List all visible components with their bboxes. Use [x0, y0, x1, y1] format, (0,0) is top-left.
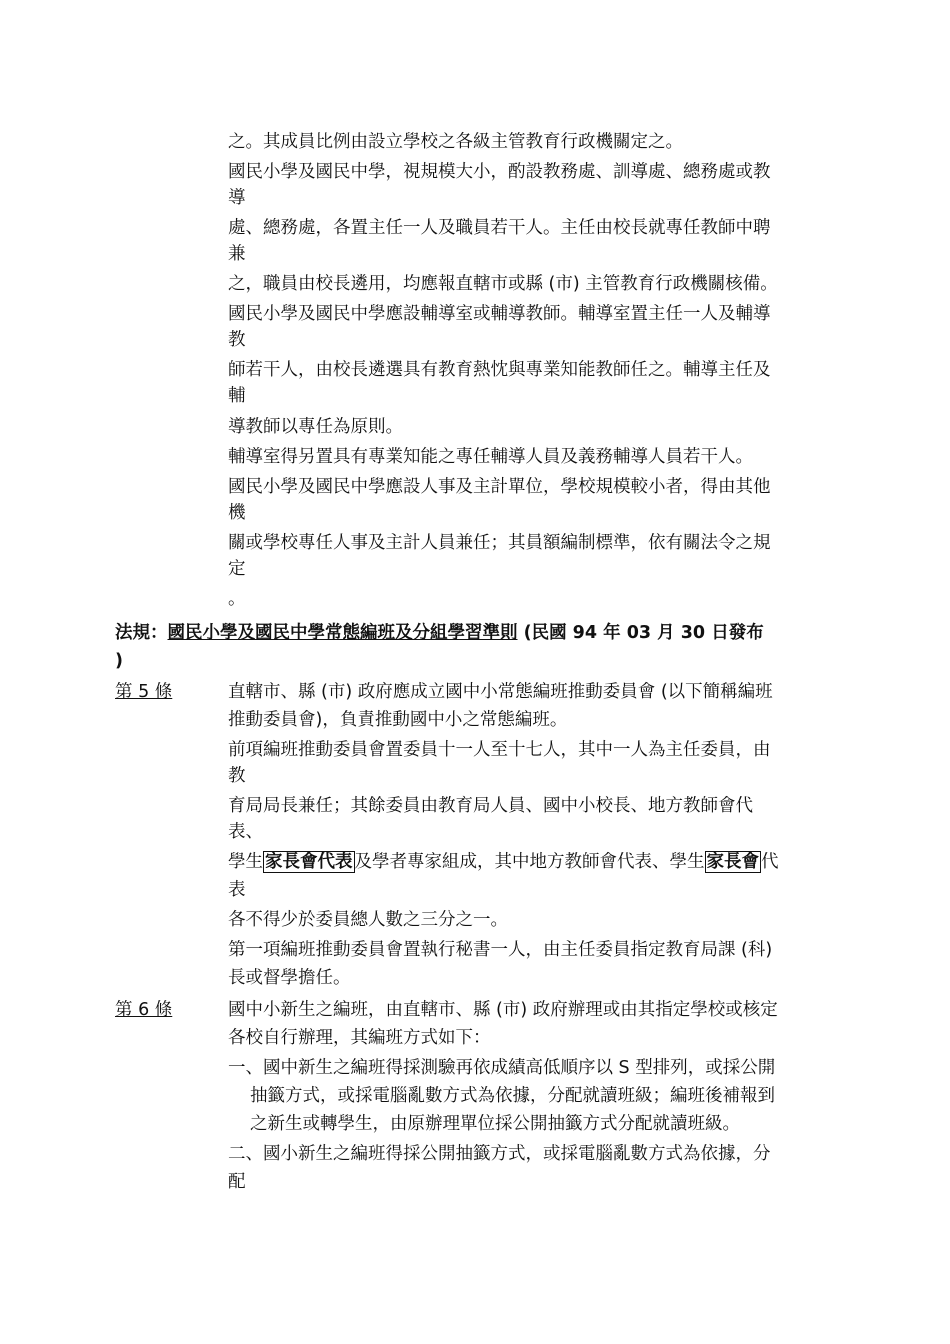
highlight-term: 家長會代表 — [265, 852, 353, 872]
article-line: 第一項編班推動委員會置執行秘書一人，由主任委員指定教育局課 (科) — [228, 940, 773, 960]
intro-line: 國民小學及國民中學應設輔導室或輔導教師。輔導室置主任一人及輔導 — [228, 304, 771, 324]
intro-line: 國民小學及國民中學應設人事及主計單位，學校規模較小者，得由其他 — [228, 477, 771, 497]
list-item-1-cont: 之新生或轉學生，由原辦理單位採公開抽籤方式分配就讀班級。 — [250, 1114, 740, 1134]
article-line: 直轄市、縣 (市) 政府應成立國中小常態編班推動委員會 (以下簡稱編班 — [228, 682, 773, 702]
highlight-term: 家長會 — [706, 852, 759, 872]
article-5-label[interactable]: 第 5 條 — [115, 682, 173, 702]
intro-line: 。 — [228, 589, 246, 609]
article-line: 教 — [228, 766, 246, 786]
intro-line: 輔 — [228, 386, 246, 406]
article-line: 表 — [228, 880, 246, 900]
intro-line: 處、總務處，各置主任一人及職員若干人。主任由校長就專任教師中聘 — [228, 218, 771, 238]
line-text: 及學者專家組成，其中地方教師會代表、學生 — [354, 852, 705, 872]
intro-line: 定 — [228, 559, 246, 579]
list-item-2-cont: 配 — [228, 1172, 246, 1192]
intro-line: 兼 — [228, 244, 246, 264]
article-6-label[interactable]: 第 6 條 — [115, 1000, 173, 1020]
intro-line: 導 — [228, 188, 246, 208]
intro-line: 關或學校專任人事及主計人員兼任；其員額編制標準，依有關法令之規 — [228, 533, 771, 553]
article-line: 各校自行辦理，其編班方式如下： — [228, 1028, 491, 1048]
intro-line: 國民小學及國民中學，視規模大小，酌設教務處、訓導處、總務處或教 — [228, 162, 771, 182]
article-line: 推動委員會)，負責推動國中小之常態編班。 — [228, 710, 568, 730]
list-item-1-cont: 抽籤方式，或採電腦亂數方式為依據，分配就讀班級；編班後補報到 — [250, 1086, 775, 1106]
intro-line: 師若干人，由校長遴選具有教育熱忱與專業知能教師任之。輔導主任及 — [228, 360, 771, 380]
list-item-1: 一、國中新生之編班得採測驗再依成績高低順序以 S 型排列，或採公開 — [228, 1058, 776, 1078]
list-item-2: 二、國小新生之編班得採公開抽籤方式，或採電腦亂數方式為依據，分 — [228, 1144, 771, 1164]
article-line-highlighted — [228, 849, 779, 875]
intro-line: 之。其成員比例由設立學校之各級主管教育行政機關定之。 — [228, 132, 683, 152]
law-title-link[interactable]: 國民小學及國民中學常態編班及分組學習準則 — [167, 623, 518, 643]
intro-line: 輔導室得另置具有專業知能之專任輔導人員及義務輔導人員若干人。 — [228, 447, 753, 467]
law-prefix: 法規： — [115, 623, 168, 643]
intro-line: 之，職員由校長遴用，均應報直轄市或縣 (市) 主管教育行政機關核備。 — [228, 274, 778, 294]
intro-line: 導教師以專任為原則。 — [228, 417, 403, 437]
line-text: 學生 — [228, 852, 263, 872]
law-date: (民國 94 年 03 月 30 日發布 — [517, 623, 764, 643]
article-line: 長或督學擔任。 — [228, 968, 351, 988]
article-line: 國中小新生之編班，由直轄市、縣 (市) 政府辦理或由其指定學校或核定 — [228, 1000, 778, 1020]
article-line: 前項編班推動委員會置委員十一人至十七人，其中一人為主任委員，由 — [228, 740, 771, 760]
article-line: 各不得少於委員總人數之三分之一。 — [228, 910, 508, 930]
intro-line: 機 — [228, 503, 246, 523]
law-heading-cont: ) — [115, 651, 123, 671]
law-heading — [115, 620, 764, 646]
article-line: 育局局長兼任；其餘委員由教育局人員、國中小校長、地方教師會代 — [228, 796, 753, 816]
intro-line: 教 — [228, 330, 246, 350]
article-line: 表、 — [228, 822, 263, 842]
line-text: 代 — [761, 852, 779, 872]
